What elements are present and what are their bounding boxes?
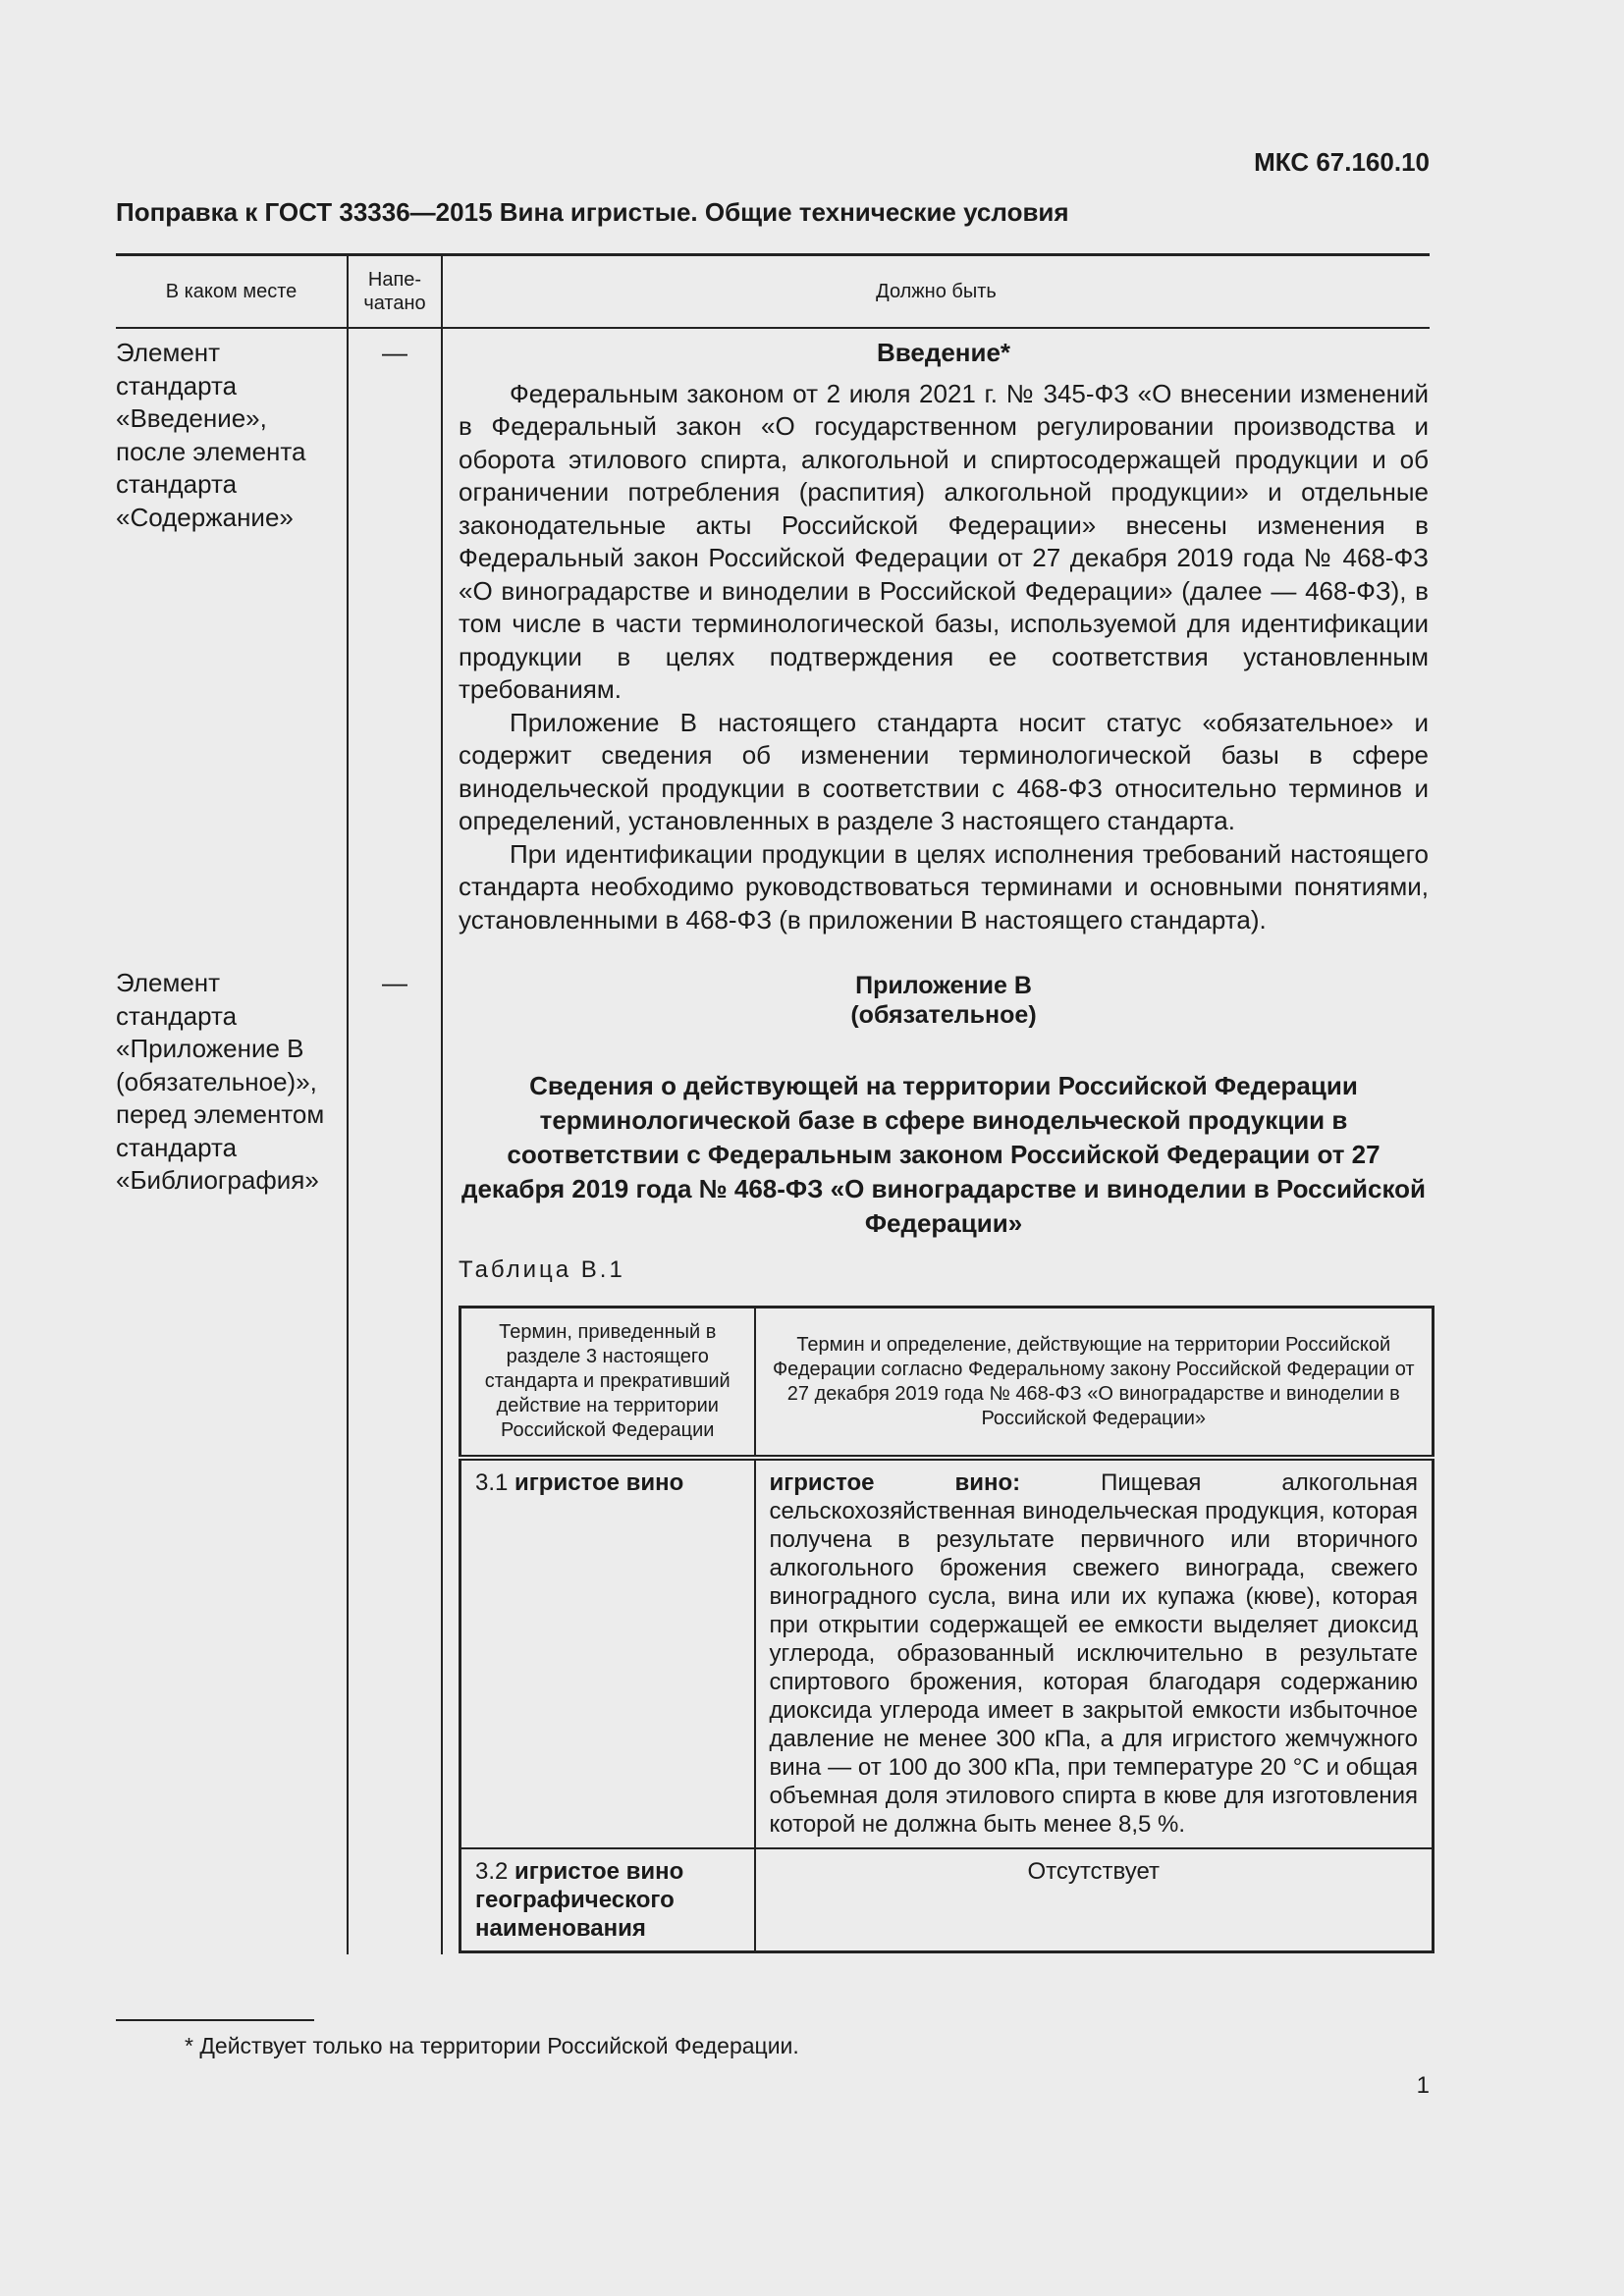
old-term-cell <box>460 1848 755 1952</box>
document-title: Поправка к ГОСТ 33336—2015 Вина игристые. Общие технические условия <box>116 197 1069 227</box>
footnote: * Действует только на территории Российской Федерации. <box>185 2033 799 2058</box>
table-caption: Таблица В.1 <box>459 1256 625 1283</box>
definition-cell: Отсутствует <box>755 1848 1434 1952</box>
amendment-row-appendix <box>116 937 1430 1954</box>
terms-header-new: Термин и определение, действующие на территории Российской Федерации согласно Федеральному закону Российской Федерации от 27 декабря 2019 года № 468-ФЗ «О виноградарстве и виноделии в Российской Федерации» <box>755 1308 1434 1459</box>
term-number: 3.2 <box>475 1858 509 1885</box>
term-name: игристое вино <box>514 1469 684 1496</box>
should-be-cell <box>442 328 1430 937</box>
should-be-cell <box>442 937 1430 1954</box>
amendment-table <box>116 253 1430 1954</box>
table-row <box>460 1458 1434 1848</box>
terms-header-old: Термин, приведенный в разделе 3 настоящего стандарта и прекративший действие на территории Российской Федерации <box>460 1308 755 1459</box>
definition-cell <box>755 1458 1434 1848</box>
term-number: 3.1 <box>475 1469 509 1496</box>
paragraph: Приложение В настоящего стандарта носит статус «обязательное» и содержит сведения об изменении терминологической базы в сфере винодельческой продукции в соответствии с 468-ФЗ относительно терминов и определений, установленных в разделе 3 настоящего стандарта. <box>459 707 1429 835</box>
printed-cell: — <box>348 328 442 937</box>
appendix-status: (обязательное) <box>850 1001 1037 1029</box>
term-name: игристое вино географического наименования <box>475 1858 684 1942</box>
mks-code: МКС 67.160.10 <box>1254 147 1430 177</box>
terms-table <box>459 1306 1435 1953</box>
appendix-title: Сведения о действующей на территории Российской Федерации терминологической базе в сфере винодельческой продукции в соответствии с Федеральным законом Российской Федерации от 27 декабря 2019 года № 468-ФЗ «О виноградарстве и виноделии в Российской Федерации» <box>460 1071 1427 1238</box>
definition-term: игристое вино: <box>769 1469 1021 1496</box>
amendment-row-introduction <box>116 328 1430 937</box>
appendix-label: Приложение В <box>855 972 1032 999</box>
table-row <box>460 1848 1434 1952</box>
definition-text: Пищевая алкогольная сельскохозяйственная винодельческая продукция, которая получена в результате первичного или вторичного алкогольного брожения свежего винограда, свежего виноградного сусла, вина или их купажа (кюве), которая при открытии содержащей ее емкости выделяет диоксид углерода, образованный исключительно в результате спиртового брожения, которая благодаря содержанию диоксида углерода имеет в закрытой емкости избыточное давление не менее 300 кПа, а для игристого жемчужного вина — от 100 до 300 кПа, при температуре 20 °С и общая объемная доля этилового спирта в кюве для изготовления которой не должна быть менее 8,5 %. <box>769 1469 1419 1838</box>
paragraph: При идентификации продукции в целях исполнения требований настоящего стандарта необходимо руководствоваться терминами и основными понятиями, установленными в 468-ФЗ (в приложении В настоящего стандарта). <box>459 838 1429 934</box>
old-term-cell <box>460 1458 755 1848</box>
header-where: В каком месте <box>116 255 348 329</box>
page-number: 1 <box>1416 2072 1430 2099</box>
header-printed: Напе- чатано <box>348 255 442 329</box>
where-cell: Элемент стандарта «Приложение В (обязательное)», перед элементом стандарта «Библиография» <box>116 968 325 1195</box>
footnote-divider <box>116 2019 314 2021</box>
section-title: Введение* <box>876 338 1011 367</box>
paragraph: Федеральным законом от 2 июля 2021 г. № 345-ФЗ «О внесении изменений в Федеральный закон «О государственном регулировании производства и оборота этилового спирта, алкогольной и спиртосодержащей продукции и об ограничении потребления (распития) алкогольной продукции» и отдельные законодательные акты Российской Федерации» внесены изменения в Федеральный закон Российской Федерации от 27 декабря 2019 года № 468-ФЗ «О виноградарстве и виноделии в Российской Федерации» (далее — 468-ФЗ), в том числе в части терминологической базы, используемой для идентификации продукции в целях подтверждения ее соответствия установленным требованиям. <box>459 378 1429 704</box>
printed-cell: — <box>348 937 442 1954</box>
where-cell: Элемент стандарта «Введение», после элемента стандарта «Содержание» <box>116 338 306 532</box>
header-should-be: Должно быть <box>442 255 1430 329</box>
